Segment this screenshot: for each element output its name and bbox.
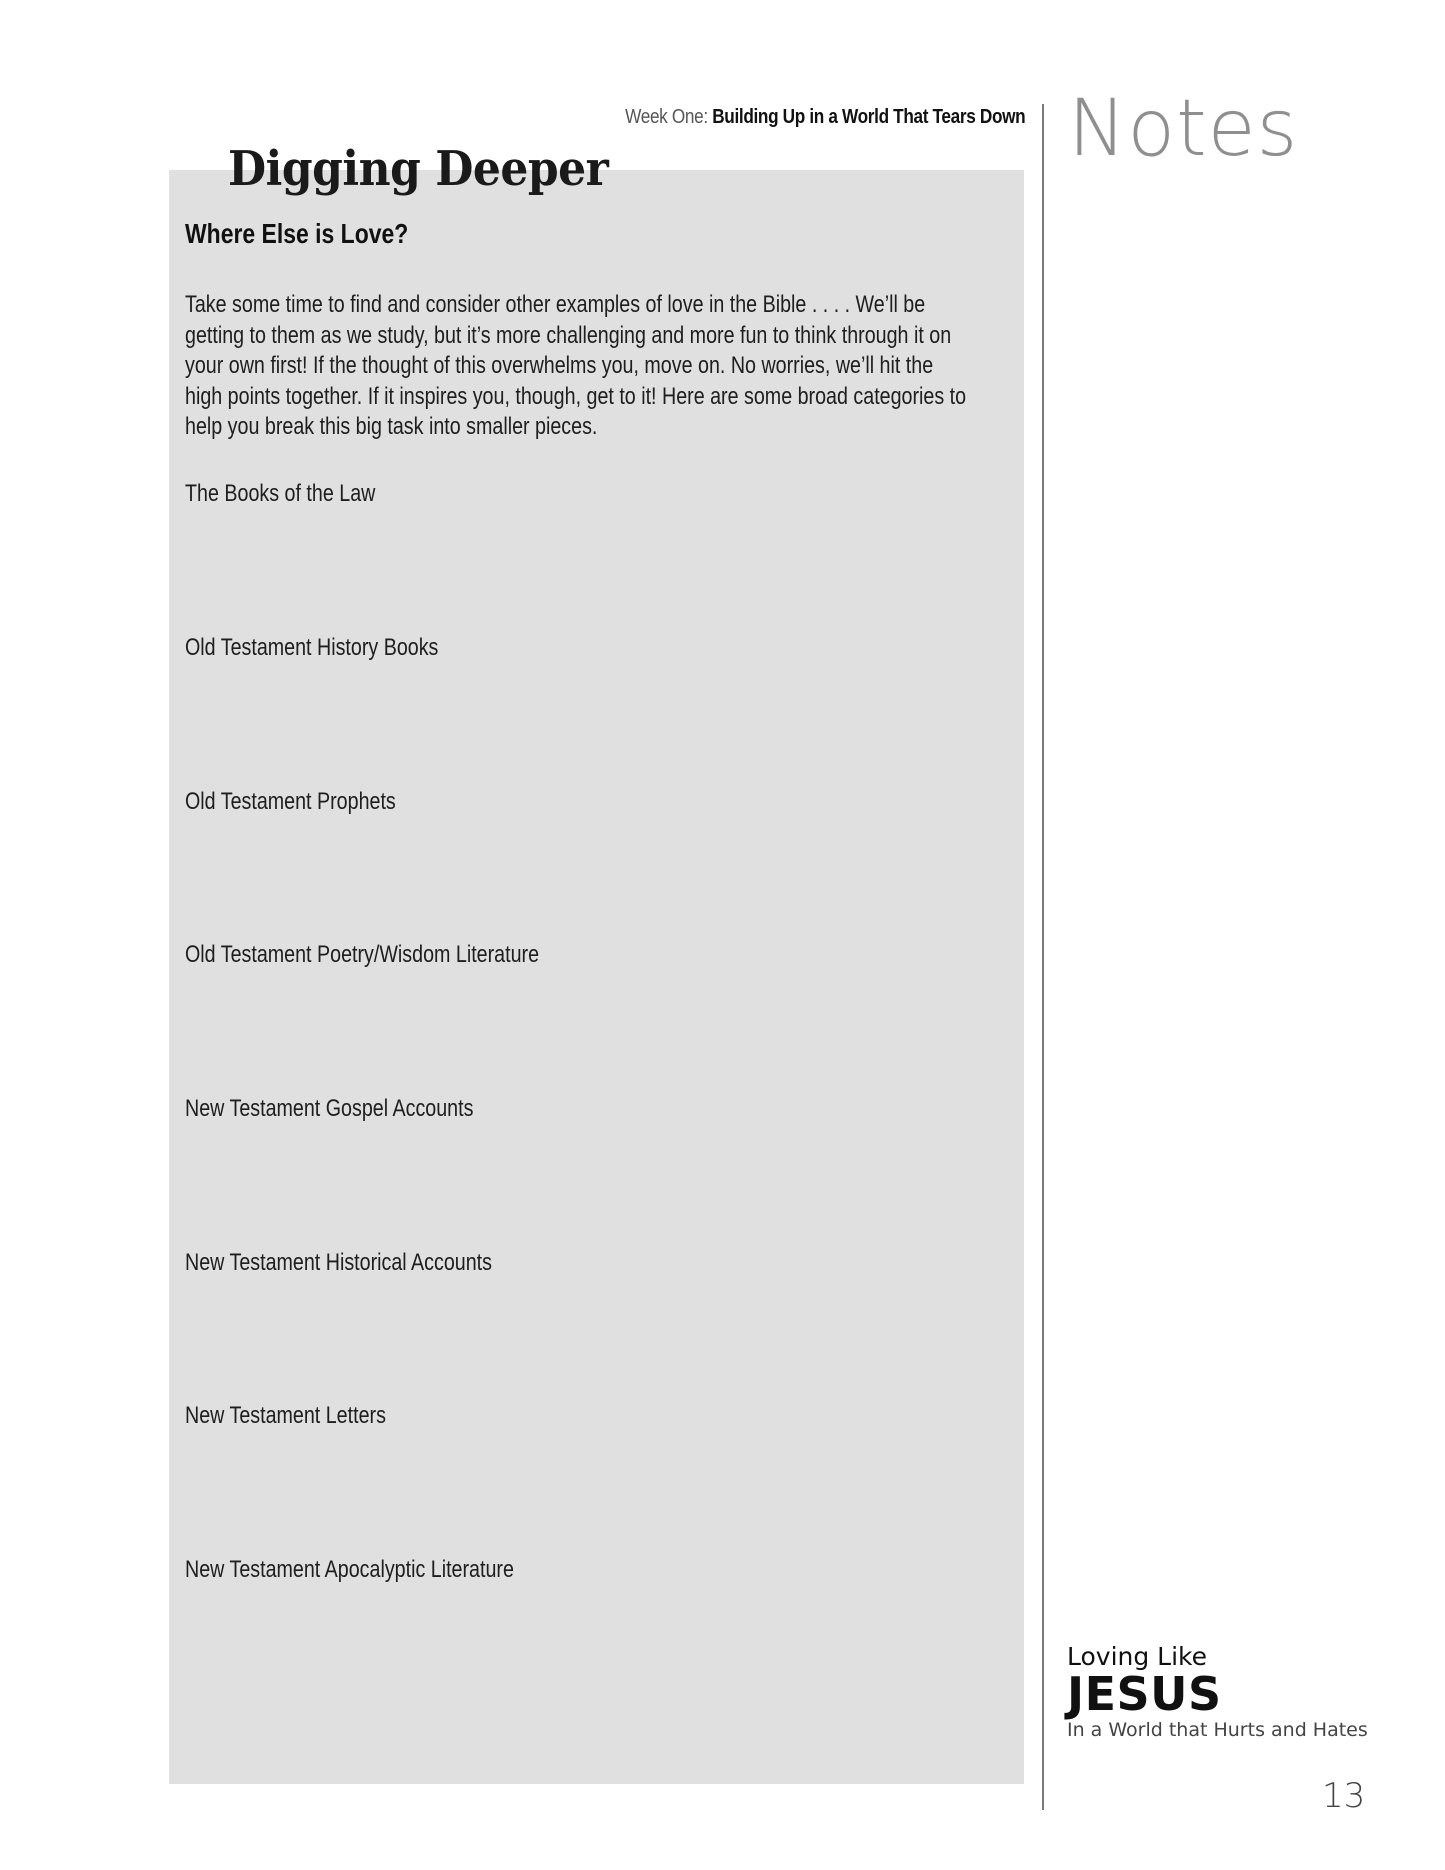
brand-line-1: Loving Like xyxy=(1067,1642,1208,1671)
category-ot-history: Old Testament History Books xyxy=(185,634,439,661)
intro-line: high points together. If it inspires you, though, get to it! Here are some broad categories to xyxy=(185,382,967,410)
category-ot-prophets: Old Testament Prophets xyxy=(185,788,396,815)
category-nt-gospels: New Testament Gospel Accounts xyxy=(185,1095,474,1122)
book-brand xyxy=(1067,1644,1368,1741)
category-ot-poetry-wisdom: Old Testament Poetry/Wisdom Literature xyxy=(185,941,540,968)
brand-line-3: In a World that Hurts and Hates xyxy=(1067,1719,1368,1741)
category-nt-historical: New Testament Historical Accounts xyxy=(185,1249,493,1276)
intro-line: Take some time to find and consider other examples of love in the Bible . . . . We’ll be xyxy=(185,291,926,318)
panel-title: Digging Deeper xyxy=(228,141,609,198)
intro-line: your own first! If the thought of this overwhelms you, move on. No worries, we’ll hit the xyxy=(185,352,934,379)
intro-paragraph xyxy=(185,290,1005,443)
category-nt-letters: New Testament Letters xyxy=(185,1402,386,1429)
column-divider xyxy=(1042,104,1044,1810)
header-week-title: Building Up in a World That Tears Down xyxy=(711,106,1025,128)
section-heading: Where Else is Love? xyxy=(185,218,409,249)
page-number: 13 xyxy=(1322,1776,1366,1816)
intro-line: help you break this big task into smaller pieces. xyxy=(185,413,598,440)
header-week-label: Week One: xyxy=(624,106,708,128)
running-header xyxy=(625,106,1025,129)
intro-line: getting to them as we study, but it’s more challenging and more fun to think through it on xyxy=(185,321,952,349)
category-nt-apocalyptic: New Testament Apocalyptic Literature xyxy=(185,1556,514,1583)
notes-heading: Notes xyxy=(1068,84,1299,174)
category-books-of-the-law: The Books of the Law xyxy=(185,480,376,507)
brand-line-2: JESUS xyxy=(1067,1667,1222,1721)
